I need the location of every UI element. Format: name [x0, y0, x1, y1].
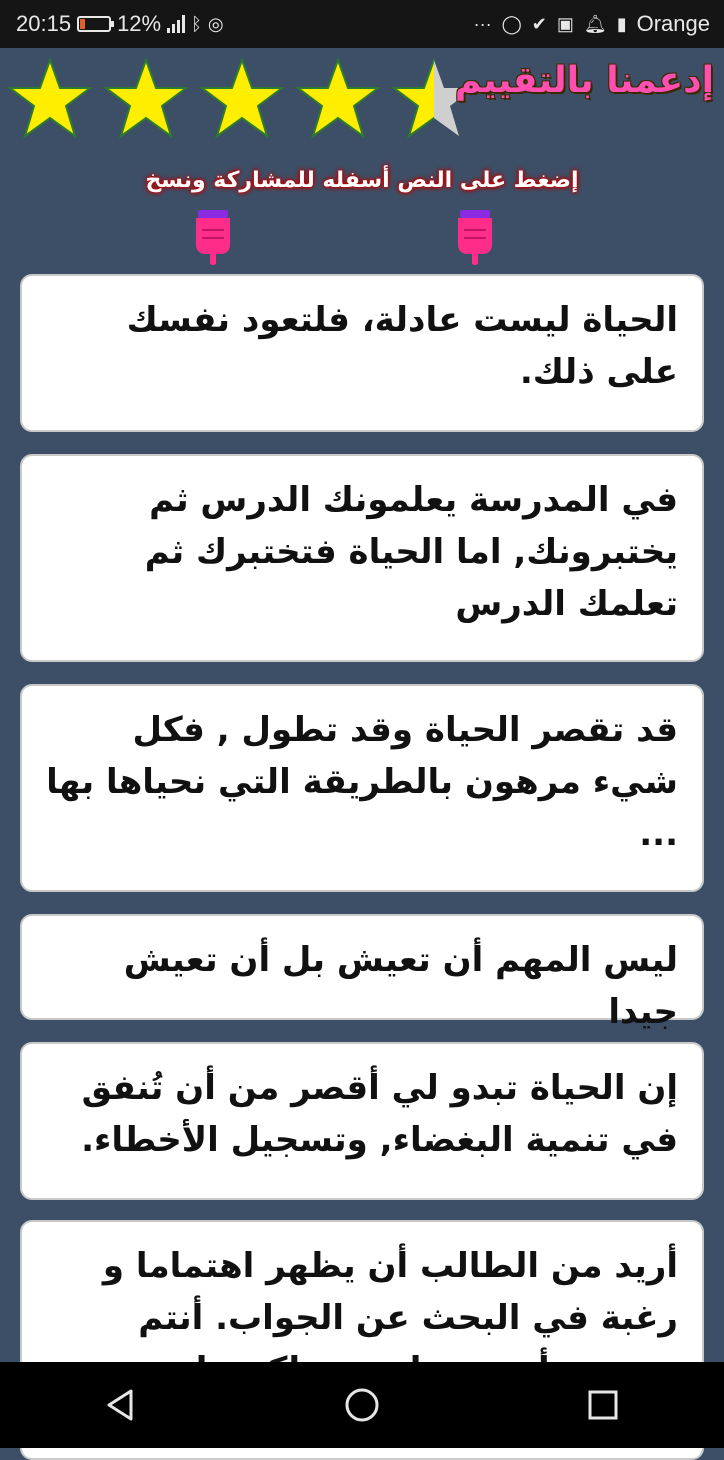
- quote-card[interactable]: [20, 454, 704, 662]
- clock: 20:15: [16, 11, 72, 36]
- carrier: Orange: [636, 11, 710, 36]
- hand-pointing-down-icon: [452, 208, 498, 266]
- rating-star-icon[interactable]: [198, 54, 286, 142]
- quote-text: إن الحياة تبدو لي أقصر من أن تُنفق في تنمية البغضاء, وتسجيل الأخطاء.: [81, 1068, 678, 1160]
- quote-card[interactable]: [20, 914, 704, 1032]
- quote-card[interactable]: [20, 1042, 704, 1200]
- rating-star-icon[interactable]: [102, 54, 190, 142]
- battery-icon: [77, 16, 111, 32]
- sim-icon: ▮: [616, 14, 627, 34]
- whatsapp-icon: ◯: [501, 14, 522, 34]
- hand-pointing-down-icon: [190, 208, 236, 266]
- home-circle-icon[interactable]: [332, 1375, 392, 1435]
- rating-star-icon[interactable]: [6, 54, 94, 142]
- recents-square-icon[interactable]: [573, 1375, 633, 1435]
- more-icon: ···: [473, 14, 492, 34]
- hint-text: إضغط على النص أسفله للمشاركة ونسخ: [145, 168, 579, 193]
- quote-text: أريد من الطالب أن يظهر اهتماما و رغبة في البحث عن الجواب. أنتم: [102, 1246, 678, 1338]
- quote-text: في المدرسة يعلمونك الدرس ثم يختبرونك, اما الحياة فتختبرك ثم تعلمك الدرس: [144, 480, 678, 624]
- quote-text: الحياة ليست عادلة، فلتعود نفسك على ذلك.: [126, 300, 678, 392]
- flipboard-icon: ▣: [556, 14, 574, 34]
- quote-card[interactable]: [20, 684, 704, 892]
- rating-row: [0, 52, 724, 142]
- quote-card[interactable]: [20, 274, 704, 432]
- rating-star-icon[interactable]: [294, 54, 382, 142]
- rate-us-label[interactable]: إدعمنا بالتقييم: [454, 60, 714, 101]
- check-icon: ✔: [531, 14, 547, 34]
- notification-bell-icon: 🔔︎: [583, 14, 607, 34]
- battery-percent: 12%: [117, 11, 162, 36]
- status-bar: [0, 0, 724, 48]
- signal-icon: [167, 15, 185, 33]
- share-copy-hint: [0, 168, 724, 193]
- quote-text: قد تقصر الحياة وقد تطول , فكل شيء مرهون بالطريقة التي نحياها بها ...: [46, 710, 678, 854]
- rating-stars[interactable]: [6, 54, 478, 142]
- back-triangle-icon[interactable]: [91, 1375, 151, 1435]
- navigation-bar: [0, 1362, 724, 1448]
- quote-text: ليس المهم أن تعيش بل أن تعيش جيدا: [123, 940, 678, 1032]
- hotspot-icon: ◎: [207, 14, 224, 34]
- bluetooth-icon: ᛒ: [191, 14, 202, 34]
